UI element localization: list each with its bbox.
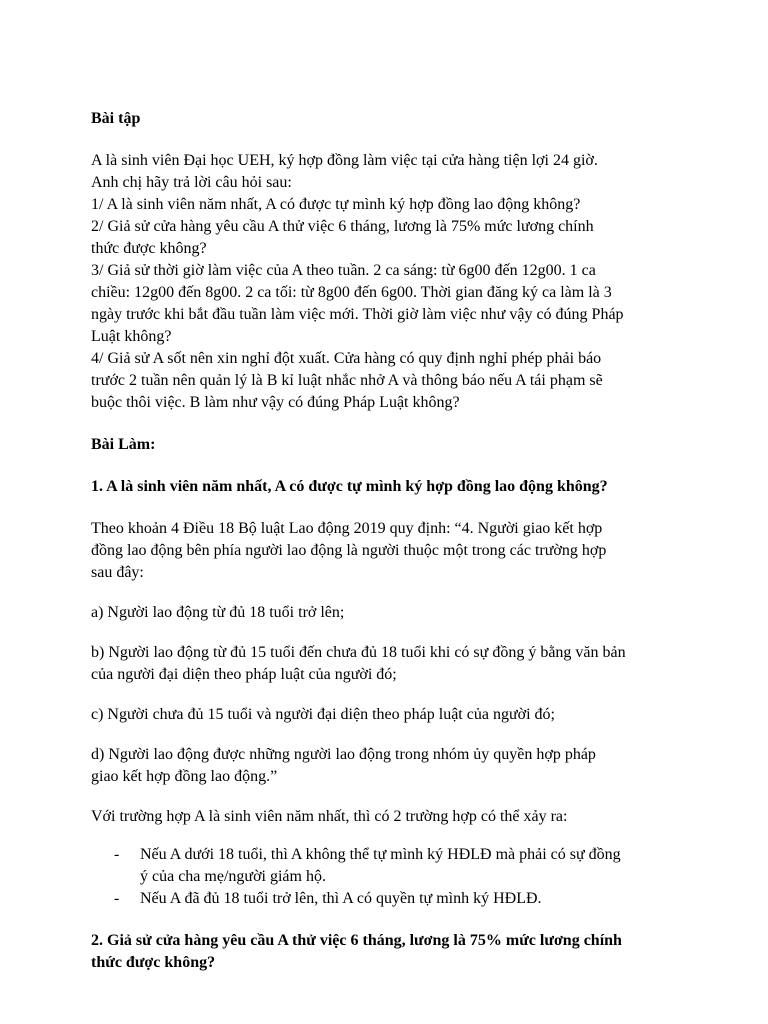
law-quote-paragraph [91,518,691,584]
section-2-heading [91,930,691,974]
intro-paragraph [91,150,691,414]
conclusion-paragraph: Với trường hợp A là sinh viên năm nhất, thì có 2 trường hợp có thể xảy ra: [91,808,568,825]
law-item-b-line: của người đại diện theo pháp luật của người đó; [91,666,397,683]
question-1-line: 1/ A là sinh viên năm nhất, A có được tự mình ký hợp đồng lao động không? [91,196,581,213]
law-quote-line: đồng lao động bên phía người lao động là người thuộc một trong các trường hợp [91,542,607,559]
law-item-c: c) Người chưa đủ 15 tuổi và người đại diện theo pháp luật của người đó; [91,706,555,723]
law-item-b-line: b) Người lao động từ đủ 15 tuổi đến chưa đủ 18 tuổi khi có sự đồng ý bằng văn bản [91,644,626,661]
question-2-line: 2/ Giả sử cửa hàng yêu cầu A thử việc 6 tháng, lương là 75% mức lương chính [91,218,594,235]
intro-line: A là sinh viên Đại học UEH, ký hợp đồng làm việc tại cửa hàng tiện lợi 24 giờ. [91,152,598,169]
document-title: Bài tập [91,110,141,127]
law-quote-line: sau đây: [91,564,144,581]
question-4-line: buộc thôi việc. B làm như vậy có đúng Pháp Luật không? [91,394,460,411]
question-4-line: trước 2 tuần nên quản lý là B kỉ luật nhắc nhở A và thông báo nếu A tái phạm sẽ [91,372,603,389]
question-3-line: Luật không? [91,328,172,345]
dash-bullet: - [114,846,120,863]
law-item-a: a) Người lao động từ đủ 18 tuổi trở lên; [91,604,345,621]
list-item [91,888,691,910]
intro-line: Anh chị hãy trả lời câu hỏi sau: [91,174,292,191]
list-item [91,844,691,888]
law-item-d-line: d) Người lao động được những người lao động trong nhóm ủy quyền hợp pháp [91,746,596,763]
law-item-d [91,744,691,788]
list-item-line: Nếu A đã đủ 18 tuổi trở lên, thì A có quyền tự mình ký HĐLĐ. [140,890,542,907]
section-1-heading: 1. A là sinh viên năm nhất, A có được tự mình ký hợp đồng lao động không? [91,478,608,495]
law-item-b [91,642,691,686]
cases-list [91,844,691,910]
document-page [91,108,691,974]
answer-heading: Bài Làm: [91,436,156,453]
list-item-line: ý của cha mẹ/người giám hộ. [140,868,326,885]
section-2-heading-line: 2. Giả sử cửa hàng yêu cầu A thử việc 6 tháng, lương là 75% mức lương chính [91,932,622,949]
question-3-line: 3/ Giả sử thời giờ làm việc của A theo tuần. 2 ca sáng: từ 6g00 đến 12g00. 1 ca [91,262,596,279]
question-3-line: chiều: 12g00 đến 8g00. 2 ca tối: từ 8g00 đến 6g00. Thời gian đăng ký ca làm là 3 [91,284,612,301]
section-2-heading-line: thức được không? [91,954,216,971]
law-quote-line: Theo khoản 4 Điều 18 Bộ luật Lao động 2019 quy định: “4. Người giao kết hợp [91,520,603,537]
dash-bullet: - [114,890,120,907]
list-item-line: Nếu A dưới 18 tuổi, thì A không thể tự mình ký HĐLĐ mà phải có sự đồng [140,846,621,863]
law-item-d-line: giao kết hợp đồng lao động.” [91,768,278,785]
question-2-line: thức được không? [91,240,207,257]
question-3-line: ngày trước khi bắt đầu tuần làm việc mới. Thời giờ làm việc như vậy có đúng Pháp [91,306,624,323]
question-4-line: 4/ Giả sử A sốt nên xin nghỉ đột xuất. Cửa hàng có quy định nghỉ phép phải báo [91,350,602,367]
